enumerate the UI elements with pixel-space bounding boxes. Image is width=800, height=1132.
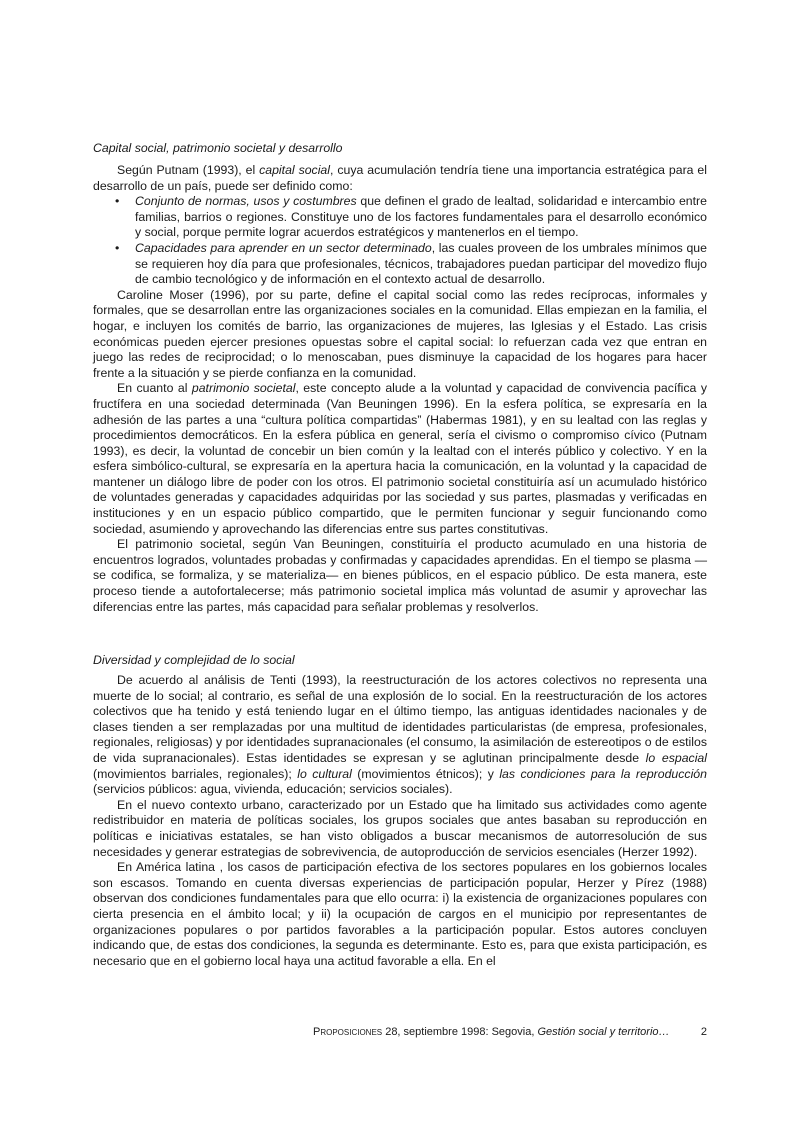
paragraph-text: (movimientos barriales, regionales);	[93, 766, 298, 781]
section-heading: Diversidad y complejidad de lo social	[93, 653, 295, 667]
list-item-text: , las cuales proveen de los umbrales mínimos que se requieren hoy día para que profesionales, técnicos, trabajadores puedan participar del movedizo flujo de cambio tecnológico y de información en el contexto actual de desarrollo.	[135, 240, 707, 287]
page-number: 2	[700, 1026, 707, 1038]
journal-name: Proposiciones	[313, 1026, 383, 1038]
paragraph: En América latina , los casos de participación efectiva de los sectores populares en los gobiernos locales son escasos. Tomando en cuenta diversas experiencias de participación popular, Herzer y Pírez (1988) observan dos condiciones fundamentales para que ello ocurra: i) la existencia de organizaciones populares con cierta presencia en el ámbito local; y ii) la ocupación de cargos en el municipio por representantes de organizaciones populares o por partidos favorables a la participación popular. Estos autores concluyen indicando que, de estas dos condiciones, la segunda es determinante. Esto es, para que exista participación, es necesario que en el gobierno local haya una actitud favorable a ella. En el	[93, 860, 707, 968]
emphasis-text: capital social	[259, 163, 331, 177]
paragraph-text: En cuanto al	[117, 381, 192, 396]
paragraph	[93, 381, 707, 537]
paragraph	[93, 673, 707, 798]
paragraph-text: (servicios públicos: agua, vivienda, educación; servicios sociales).	[93, 782, 453, 797]
list-item	[115, 240, 707, 288]
emphasis-text: lo espacial	[645, 750, 707, 765]
page-footer	[313, 1025, 707, 1039]
paragraph: En el nuevo contexto urbano, caracterizado por un Estado que ha limitado sus actividades como agente redistribuidor en materia de políticas sociales, los grupos sociales que antes basaban su reproducción en políticas e iniciativas estatales, se han visto obligados a buscar mecanismos de autorresolución de sus necesidades y generar estrategias de sobrevivencia, de autoproducción de servicios esenciales (Herzer 1992).	[93, 797, 707, 859]
paragraph-text: Según Putnam (1993), el	[117, 163, 260, 177]
bullet-list	[93, 194, 707, 288]
emphasis-text: Conjunto de normas, usos y costumbres	[135, 194, 357, 209]
paragraph-text: (movimientos étnicos); y	[351, 766, 500, 781]
bullet-icon: •	[115, 194, 120, 209]
emphasis-text: Capacidades para aprender en un sector determinado	[135, 240, 432, 255]
paragraph-text: , cuya acumulación tendría tiene una importancia estratégica para el desarrollo de un país, puede ser definido como:	[93, 163, 707, 193]
paragraph-text: De acuerdo al análisis de Tenti (1993), la reestructuración de los actores colectivos no representa una muerte de lo social; al contrario, es señal de una explosión de lo social. En la reestructuración de los actores colectivos que ha tenido y está teniendo lugar en el último tiempo, las antiguas identidades nacionales y de clases tienden a ser remplazadas por una multitud de identidades particularistas (de empresa, profesionales, regionales, religiosas) y por identidades supranacionales (el consumo, la asimilación de estereotipos o de estilos de vida supranacionales). Estas identidades se expresan y se aglutinan principalmente desde	[93, 673, 707, 765]
paragraph-text: , este concepto alude a la voluntad y capacidad de convivencia pacífica y fructífera en una sociedad determinada (Van Beuningen 1996). En la esfera política, se expresaría en la adhesión de las partes a una “cultura política compartidas” (Habermas 1981), y en su lealtad con las reglas y procedimientos democráticos. En la esfera pública en general, sería el civismo o compromiso cívico (Putnam 1993), es decir, la voluntad de concebir un bien común y la lealtad con el interés público y colectivo. Y en la esfera simbólico-cultural, se expresaría en la apertura hacia la comunicación, en la voluntad y la capacidad de mantener un diálogo libre de poder con los otros. El patrimonio societal constituiría así un acumulado histórico de voluntades generadas y capacidades adquiridas por las sociedad y sus partes, plasmadas y verificadas en instituciones y en un espacio público compartido, que le permiten funcionar y seguir funcionando como sociedad, asumiendo y aprovechando las diferencias entre sus partes constitutivas.	[93, 381, 707, 536]
article-title: Gestión social y territorio…	[537, 1026, 670, 1038]
paragraph: Caroline Moser (1996), por su parte, define el capital social como las redes recíprocas, informales y formales, que se desarrollan entre las organizaciones sociales en la comunidad. Ellas empiezan en la familia, el hogar, e incluyen los comités de barrio, las organizaciones de mujeres, las Iglesias y el Estado. Las crisis económicas pueden ejercer presiones opuestas sobre el capital social: lo refuerzan cada vez que entran en juego las redes de reciprocidad; o lo menoscaban, pues disminuye la capacidad de los hogares para hacer frente a la situación y se pierde confianza en la comunidad.	[93, 287, 707, 380]
emphasis-text: lo cultural	[297, 766, 352, 781]
list-item	[115, 194, 707, 241]
paragraph: El patrimonio societal, según Van Beuningen, constituiría el producto acumulado en una historia de encuentros logrados, voluntades probadas y confirmadas y capacidades aprendidas. En el tiempo se plasma —se codifica, se formaliza, y se materializa— en bienes públicos, en el espacio público. De esta manera, este proceso tiende a autofortalecerse; más patrimonio societal implica más voluntad de asumir y aprovechar las diferencias entre las partes, más capacidad para señalar problemas y resolverlos.	[93, 537, 707, 614]
section-body	[93, 673, 707, 969]
section-heading: Capital social, patrimonio societal y desarrollo	[93, 141, 343, 155]
list-item-text: que definen el grado de lealtad, solidaridad e intercambio entre familias, barrios o regiones. Constituye uno de los factores fundamentales para el desarrollo económico y social, porque permite lograr acuerdos estratégicos y mantenerlos en el tiempo.	[135, 194, 707, 240]
footer-info: 28, septiembre 1998: Segovia,	[382, 1026, 538, 1038]
section-body	[93, 163, 707, 615]
paragraph	[93, 163, 707, 194]
emphasis-text: las condiciones para la reproducción	[499, 766, 707, 781]
bullet-icon: •	[115, 240, 120, 255]
emphasis-text: patrimonio societal	[191, 381, 296, 396]
